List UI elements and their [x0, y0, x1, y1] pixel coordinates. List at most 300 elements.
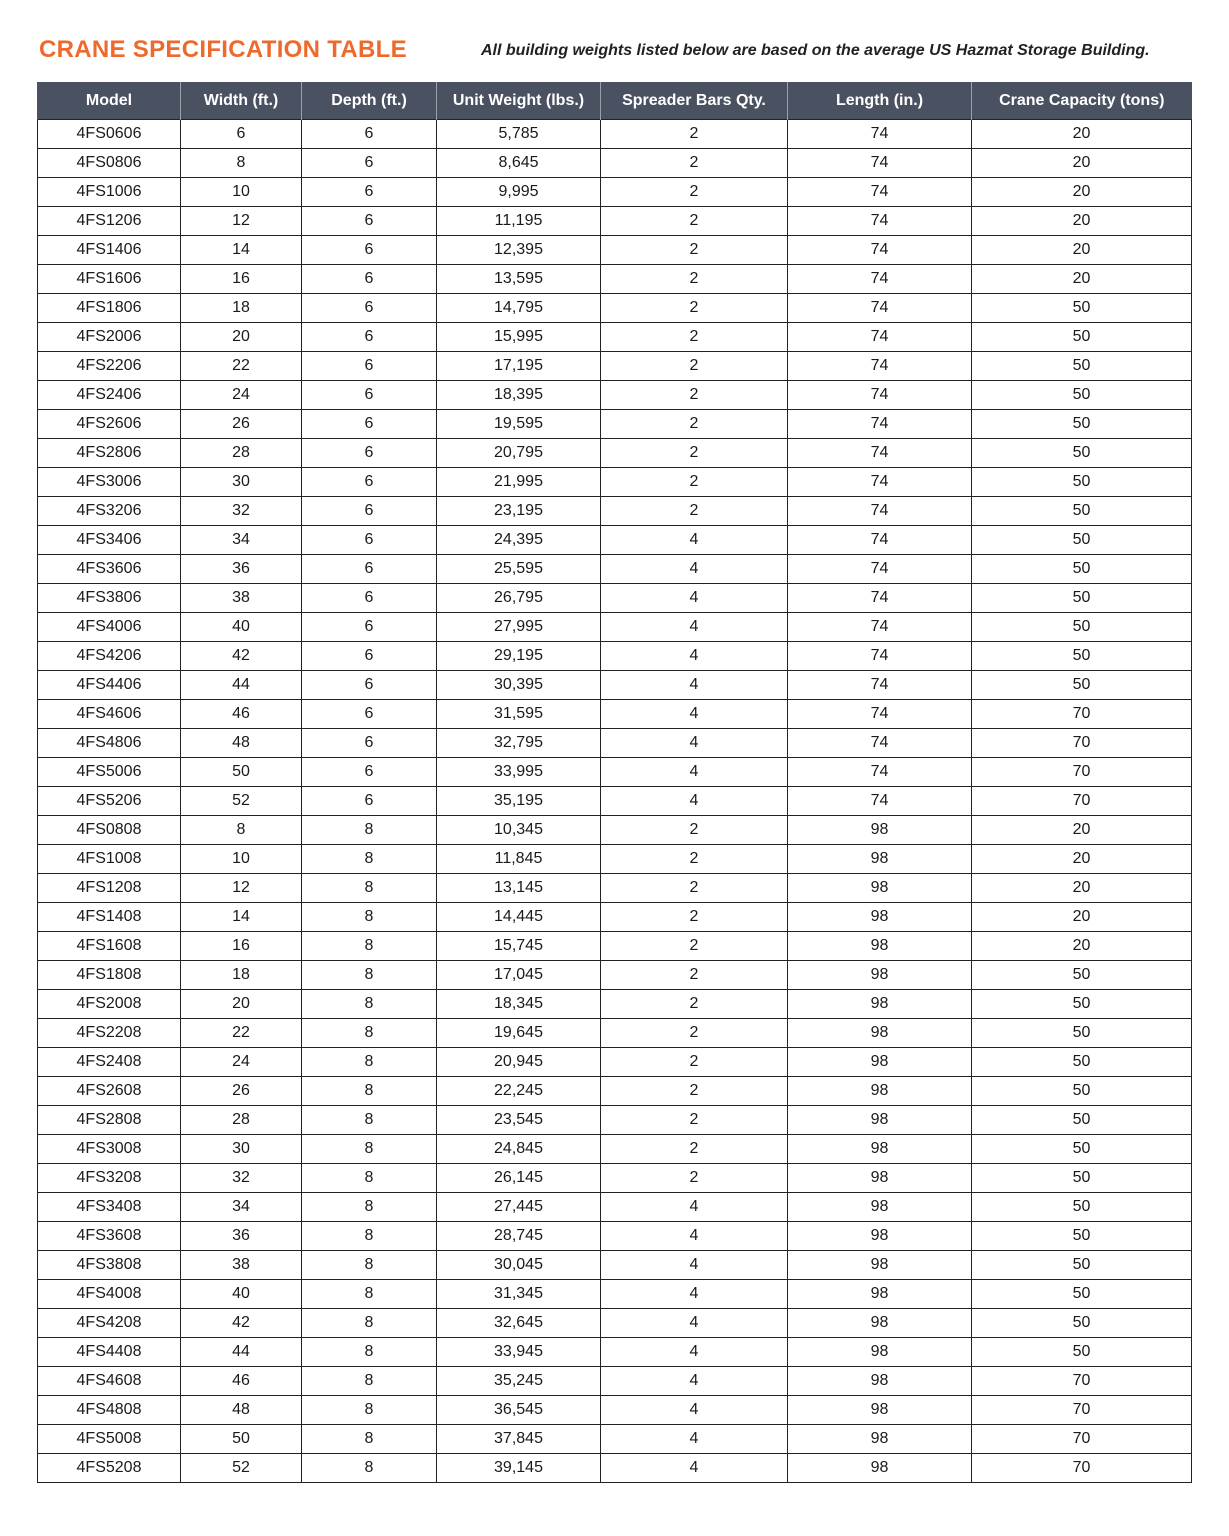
- cell-depth: 6: [302, 323, 437, 352]
- cell-width: 30: [181, 468, 302, 497]
- cell-spreader-bars: 4: [601, 671, 788, 700]
- cell-width: 6: [181, 120, 302, 149]
- cell-crane-capacity: 50: [972, 1309, 1192, 1338]
- cell-unit-weight: 22,245: [437, 1077, 601, 1106]
- cell-length: 98: [788, 816, 972, 845]
- cell-depth: 6: [302, 265, 437, 294]
- cell-unit-weight: 20,795: [437, 439, 601, 468]
- table-row: [38, 236, 1192, 265]
- table-row: [38, 700, 1192, 729]
- cell-width: 12: [181, 874, 302, 903]
- table-row: [38, 816, 1192, 845]
- table-row: [38, 1425, 1192, 1454]
- cell-length: 98: [788, 903, 972, 932]
- cell-crane-capacity: 70: [972, 787, 1192, 816]
- cell-crane-capacity: 20: [972, 178, 1192, 207]
- cell-length: 98: [788, 1019, 972, 1048]
- cell-model: 4FS4408: [38, 1338, 181, 1367]
- cell-length: 98: [788, 1280, 972, 1309]
- cell-crane-capacity: 20: [972, 265, 1192, 294]
- table-row: [38, 903, 1192, 932]
- cell-spreader-bars: 2: [601, 178, 788, 207]
- cell-unit-weight: 35,245: [437, 1367, 601, 1396]
- cell-model: 4FS3808: [38, 1251, 181, 1280]
- cell-crane-capacity: 50: [972, 1106, 1192, 1135]
- cell-model: 4FS2008: [38, 990, 181, 1019]
- cell-width: 46: [181, 1367, 302, 1396]
- cell-depth: 8: [302, 1193, 437, 1222]
- cell-spreader-bars: 2: [601, 874, 788, 903]
- cell-spreader-bars: 2: [601, 845, 788, 874]
- cell-spreader-bars: 2: [601, 932, 788, 961]
- cell-width: 36: [181, 555, 302, 584]
- page-title: CRANE SPECIFICATION TABLE: [39, 36, 407, 63]
- cell-spreader-bars: 4: [601, 729, 788, 758]
- cell-depth: 8: [302, 1106, 437, 1135]
- cell-depth: 6: [302, 526, 437, 555]
- table-row: [38, 178, 1192, 207]
- cell-spreader-bars: 2: [601, 816, 788, 845]
- cell-depth: 8: [302, 1135, 437, 1164]
- cell-depth: 8: [302, 1338, 437, 1367]
- cell-unit-weight: 24,395: [437, 526, 601, 555]
- cell-width: 38: [181, 1251, 302, 1280]
- table-row: [38, 671, 1192, 700]
- table-row: [38, 1280, 1192, 1309]
- cell-depth: 6: [302, 207, 437, 236]
- cell-depth: 6: [302, 439, 437, 468]
- cell-length: 98: [788, 1193, 972, 1222]
- cell-width: 42: [181, 642, 302, 671]
- cell-unit-weight: 9,995: [437, 178, 601, 207]
- table-row: [38, 1048, 1192, 1077]
- cell-crane-capacity: 20: [972, 874, 1192, 903]
- cell-width: 38: [181, 584, 302, 613]
- cell-spreader-bars: 2: [601, 903, 788, 932]
- cell-model: 4FS3806: [38, 584, 181, 613]
- cell-unit-weight: 12,395: [437, 236, 601, 265]
- table-row: [38, 352, 1192, 381]
- cell-spreader-bars: 2: [601, 990, 788, 1019]
- cell-spreader-bars: 4: [601, 584, 788, 613]
- cell-width: 20: [181, 990, 302, 1019]
- cell-depth: 8: [302, 845, 437, 874]
- col-header-length: Length (in.): [788, 82, 972, 120]
- table-row: [38, 439, 1192, 468]
- cell-crane-capacity: 50: [972, 555, 1192, 584]
- cell-crane-capacity: 50: [972, 352, 1192, 381]
- cell-crane-capacity: 20: [972, 903, 1192, 932]
- cell-unit-weight: 13,595: [437, 265, 601, 294]
- cell-unit-weight: 19,595: [437, 410, 601, 439]
- table-row: [38, 1338, 1192, 1367]
- cell-crane-capacity: 70: [972, 1454, 1192, 1483]
- cell-crane-capacity: 50: [972, 1164, 1192, 1193]
- cell-unit-weight: 21,995: [437, 468, 601, 497]
- cell-unit-weight: 11,845: [437, 845, 601, 874]
- cell-length: 98: [788, 1425, 972, 1454]
- table-row: [38, 120, 1192, 149]
- cell-length: 74: [788, 729, 972, 758]
- cell-model: 4FS2606: [38, 410, 181, 439]
- cell-unit-weight: 36,545: [437, 1396, 601, 1425]
- cell-spreader-bars: 4: [601, 758, 788, 787]
- cell-unit-weight: 24,845: [437, 1135, 601, 1164]
- cell-spreader-bars: 4: [601, 1280, 788, 1309]
- cell-crane-capacity: 50: [972, 294, 1192, 323]
- cell-model: 4FS2808: [38, 1106, 181, 1135]
- cell-spreader-bars: 4: [601, 787, 788, 816]
- cell-width: 10: [181, 845, 302, 874]
- cell-spreader-bars: 4: [601, 700, 788, 729]
- cell-depth: 6: [302, 613, 437, 642]
- cell-unit-weight: 26,795: [437, 584, 601, 613]
- cell-crane-capacity: 50: [972, 1077, 1192, 1106]
- cell-model: 4FS4206: [38, 642, 181, 671]
- cell-model: 4FS4608: [38, 1367, 181, 1396]
- cell-length: 98: [788, 961, 972, 990]
- table-row: [38, 410, 1192, 439]
- cell-model: 4FS0806: [38, 149, 181, 178]
- cell-model: 4FS2208: [38, 1019, 181, 1048]
- cell-depth: 8: [302, 1280, 437, 1309]
- cell-unit-weight: 18,395: [437, 381, 601, 410]
- cell-depth: 6: [302, 381, 437, 410]
- cell-depth: 6: [302, 149, 437, 178]
- cell-unit-weight: 26,145: [437, 1164, 601, 1193]
- table-row: [38, 1164, 1192, 1193]
- cell-crane-capacity: 20: [972, 932, 1192, 961]
- cell-spreader-bars: 2: [601, 961, 788, 990]
- cell-length: 74: [788, 207, 972, 236]
- cell-unit-weight: 23,545: [437, 1106, 601, 1135]
- table-row: [38, 1019, 1192, 1048]
- cell-width: 50: [181, 1425, 302, 1454]
- cell-crane-capacity: 50: [972, 526, 1192, 555]
- col-header-depth: Depth (ft.): [302, 82, 437, 120]
- cell-spreader-bars: 4: [601, 555, 788, 584]
- cell-depth: 6: [302, 555, 437, 584]
- cell-width: 34: [181, 526, 302, 555]
- cell-crane-capacity: 70: [972, 729, 1192, 758]
- cell-crane-capacity: 70: [972, 1425, 1192, 1454]
- col-header-width: Width (ft.): [181, 82, 302, 120]
- cell-length: 74: [788, 700, 972, 729]
- cell-model: 4FS1008: [38, 845, 181, 874]
- cell-spreader-bars: 2: [601, 236, 788, 265]
- table-row: [38, 1396, 1192, 1425]
- table-row: [38, 468, 1192, 497]
- table-row: [38, 1367, 1192, 1396]
- cell-spreader-bars: 2: [601, 352, 788, 381]
- table-row: [38, 526, 1192, 555]
- cell-length: 74: [788, 381, 972, 410]
- table-row: [38, 149, 1192, 178]
- cell-depth: 8: [302, 874, 437, 903]
- cell-model: 4FS1406: [38, 236, 181, 265]
- cell-spreader-bars: 4: [601, 1396, 788, 1425]
- cell-width: 26: [181, 1077, 302, 1106]
- table-row: [38, 584, 1192, 613]
- cell-crane-capacity: 70: [972, 700, 1192, 729]
- cell-length: 74: [788, 120, 972, 149]
- cell-depth: 6: [302, 700, 437, 729]
- cell-length: 74: [788, 758, 972, 787]
- cell-length: 74: [788, 468, 972, 497]
- cell-width: 8: [181, 149, 302, 178]
- cell-crane-capacity: 50: [972, 1135, 1192, 1164]
- cell-length: 74: [788, 613, 972, 642]
- cell-depth: 8: [302, 961, 437, 990]
- cell-model: 4FS4406: [38, 671, 181, 700]
- cell-model: 4FS0606: [38, 120, 181, 149]
- cell-width: 48: [181, 729, 302, 758]
- cell-unit-weight: 28,745: [437, 1222, 601, 1251]
- table-row: [38, 932, 1192, 961]
- cell-length: 98: [788, 932, 972, 961]
- cell-depth: 6: [302, 410, 437, 439]
- cell-model: 4FS2206: [38, 352, 181, 381]
- cell-crane-capacity: 50: [972, 1019, 1192, 1048]
- cell-length: 98: [788, 845, 972, 874]
- cell-crane-capacity: 50: [972, 497, 1192, 526]
- cell-length: 98: [788, 874, 972, 903]
- cell-crane-capacity: 50: [972, 613, 1192, 642]
- table-body: [38, 120, 1192, 1483]
- cell-depth: 6: [302, 178, 437, 207]
- cell-model: 4FS2006: [38, 323, 181, 352]
- cell-length: 74: [788, 439, 972, 468]
- cell-crane-capacity: 50: [972, 1193, 1192, 1222]
- cell-crane-capacity: 70: [972, 1367, 1192, 1396]
- cell-length: 74: [788, 671, 972, 700]
- cell-unit-weight: 29,195: [437, 642, 601, 671]
- cell-depth: 8: [302, 932, 437, 961]
- cell-unit-weight: 14,795: [437, 294, 601, 323]
- cell-length: 74: [788, 555, 972, 584]
- table-row: [38, 758, 1192, 787]
- cell-length: 74: [788, 497, 972, 526]
- cell-unit-weight: 27,995: [437, 613, 601, 642]
- cell-model: 4FS5208: [38, 1454, 181, 1483]
- cell-unit-weight: 35,195: [437, 787, 601, 816]
- cell-spreader-bars: 4: [601, 1367, 788, 1396]
- cell-model: 4FS3406: [38, 526, 181, 555]
- table-row: [38, 1222, 1192, 1251]
- cell-unit-weight: 17,195: [437, 352, 601, 381]
- cell-model: 4FS1606: [38, 265, 181, 294]
- weight-note: All building weights listed below are based on the average US Hazmat Storage Building.: [481, 42, 1150, 59]
- cell-model: 4FS1808: [38, 961, 181, 990]
- cell-width: 20: [181, 323, 302, 352]
- cell-depth: 6: [302, 671, 437, 700]
- cell-crane-capacity: 70: [972, 758, 1192, 787]
- cell-spreader-bars: 4: [601, 1454, 788, 1483]
- cell-crane-capacity: 50: [972, 468, 1192, 497]
- cell-width: 28: [181, 439, 302, 468]
- cell-width: 18: [181, 961, 302, 990]
- cell-depth: 8: [302, 903, 437, 932]
- cell-unit-weight: 20,945: [437, 1048, 601, 1077]
- cell-depth: 8: [302, 1048, 437, 1077]
- cell-crane-capacity: 50: [972, 1222, 1192, 1251]
- cell-depth: 6: [302, 642, 437, 671]
- cell-crane-capacity: 20: [972, 816, 1192, 845]
- cell-width: 40: [181, 1280, 302, 1309]
- table-row: [38, 381, 1192, 410]
- cell-width: 16: [181, 932, 302, 961]
- cell-unit-weight: 19,645: [437, 1019, 601, 1048]
- cell-length: 98: [788, 1367, 972, 1396]
- table-row: [38, 1106, 1192, 1135]
- cell-width: 52: [181, 1454, 302, 1483]
- cell-crane-capacity: 20: [972, 207, 1192, 236]
- cell-width: 32: [181, 497, 302, 526]
- cell-length: 74: [788, 178, 972, 207]
- cell-unit-weight: 33,945: [437, 1338, 601, 1367]
- table-row: [38, 323, 1192, 352]
- cell-spreader-bars: 4: [601, 1338, 788, 1367]
- cell-crane-capacity: 20: [972, 149, 1192, 178]
- cell-depth: 8: [302, 1077, 437, 1106]
- header-row: [38, 82, 1192, 120]
- cell-spreader-bars: 4: [601, 1309, 788, 1338]
- cell-unit-weight: 15,745: [437, 932, 601, 961]
- cell-width: 44: [181, 1338, 302, 1367]
- cell-width: 12: [181, 207, 302, 236]
- cell-unit-weight: 11,195: [437, 207, 601, 236]
- cell-length: 98: [788, 1251, 972, 1280]
- cell-spreader-bars: 4: [601, 613, 788, 642]
- cell-unit-weight: 32,795: [437, 729, 601, 758]
- cell-crane-capacity: 50: [972, 961, 1192, 990]
- cell-depth: 6: [302, 120, 437, 149]
- cell-width: 42: [181, 1309, 302, 1338]
- cell-width: 14: [181, 236, 302, 265]
- cell-model: 4FS3208: [38, 1164, 181, 1193]
- cell-width: 34: [181, 1193, 302, 1222]
- cell-length: 74: [788, 787, 972, 816]
- cell-spreader-bars: 2: [601, 323, 788, 352]
- table-row: [38, 845, 1192, 874]
- cell-model: 4FS1006: [38, 178, 181, 207]
- cell-unit-weight: 18,345: [437, 990, 601, 1019]
- cell-model: 4FS3206: [38, 497, 181, 526]
- cell-length: 98: [788, 1396, 972, 1425]
- cell-length: 74: [788, 584, 972, 613]
- cell-crane-capacity: 50: [972, 1048, 1192, 1077]
- col-header-crane-capacity: Crane Capacity (tons): [972, 82, 1192, 120]
- table-row: [38, 1077, 1192, 1106]
- cell-crane-capacity: 50: [972, 323, 1192, 352]
- cell-spreader-bars: 2: [601, 439, 788, 468]
- cell-depth: 8: [302, 1396, 437, 1425]
- cell-spreader-bars: 2: [601, 1019, 788, 1048]
- cell-length: 98: [788, 1077, 972, 1106]
- cell-model: 4FS4006: [38, 613, 181, 642]
- cell-spreader-bars: 2: [601, 497, 788, 526]
- cell-model: 4FS2608: [38, 1077, 181, 1106]
- cell-crane-capacity: 50: [972, 671, 1192, 700]
- cell-length: 74: [788, 149, 972, 178]
- cell-crane-capacity: 50: [972, 1338, 1192, 1367]
- cell-width: 24: [181, 1048, 302, 1077]
- cell-model: 4FS5206: [38, 787, 181, 816]
- cell-length: 74: [788, 410, 972, 439]
- table-row: [38, 265, 1192, 294]
- cell-length: 74: [788, 294, 972, 323]
- cell-width: 46: [181, 700, 302, 729]
- cell-unit-weight: 32,645: [437, 1309, 601, 1338]
- table-row: [38, 1454, 1192, 1483]
- cell-depth: 8: [302, 1164, 437, 1193]
- cell-model: 4FS2406: [38, 381, 181, 410]
- cell-unit-weight: 5,785: [437, 120, 601, 149]
- cell-crane-capacity: 50: [972, 1251, 1192, 1280]
- cell-spreader-bars: 2: [601, 410, 788, 439]
- cell-depth: 8: [302, 816, 437, 845]
- crane-spec-table: [37, 82, 1192, 1483]
- cell-model: 4FS4808: [38, 1396, 181, 1425]
- cell-spreader-bars: 2: [601, 265, 788, 294]
- cell-length: 98: [788, 1106, 972, 1135]
- cell-unit-weight: 31,595: [437, 700, 601, 729]
- table-row: [38, 497, 1192, 526]
- cell-unit-weight: 30,395: [437, 671, 601, 700]
- cell-width: 36: [181, 1222, 302, 1251]
- col-header-spreader-bars: Spreader Bars Qty.: [601, 82, 788, 120]
- cell-model: 4FS1206: [38, 207, 181, 236]
- table-row: [38, 1193, 1192, 1222]
- cell-depth: 8: [302, 1019, 437, 1048]
- cell-model: 4FS4806: [38, 729, 181, 758]
- cell-unit-weight: 33,995: [437, 758, 601, 787]
- cell-depth: 8: [302, 1222, 437, 1251]
- table-row: [38, 555, 1192, 584]
- cell-depth: 8: [302, 1309, 437, 1338]
- table-row: [38, 207, 1192, 236]
- cell-model: 4FS1208: [38, 874, 181, 903]
- cell-width: 30: [181, 1135, 302, 1164]
- table-row: [38, 1251, 1192, 1280]
- cell-depth: 6: [302, 787, 437, 816]
- cell-width: 32: [181, 1164, 302, 1193]
- table-row: [38, 642, 1192, 671]
- cell-model: 4FS4208: [38, 1309, 181, 1338]
- cell-model: 4FS4008: [38, 1280, 181, 1309]
- cell-spreader-bars: 2: [601, 149, 788, 178]
- cell-width: 18: [181, 294, 302, 323]
- cell-length: 74: [788, 265, 972, 294]
- cell-depth: 6: [302, 584, 437, 613]
- cell-depth: 6: [302, 236, 437, 265]
- cell-spreader-bars: 2: [601, 1048, 788, 1077]
- cell-depth: 6: [302, 729, 437, 758]
- cell-length: 74: [788, 642, 972, 671]
- cell-spreader-bars: 4: [601, 1222, 788, 1251]
- cell-depth: 6: [302, 352, 437, 381]
- cell-width: 50: [181, 758, 302, 787]
- cell-length: 98: [788, 1338, 972, 1367]
- cell-model: 4FS0808: [38, 816, 181, 845]
- cell-width: 26: [181, 410, 302, 439]
- cell-length: 74: [788, 323, 972, 352]
- table-row: [38, 961, 1192, 990]
- cell-crane-capacity: 50: [972, 410, 1192, 439]
- cell-unit-weight: 14,445: [437, 903, 601, 932]
- cell-width: 22: [181, 352, 302, 381]
- cell-spreader-bars: 2: [601, 1106, 788, 1135]
